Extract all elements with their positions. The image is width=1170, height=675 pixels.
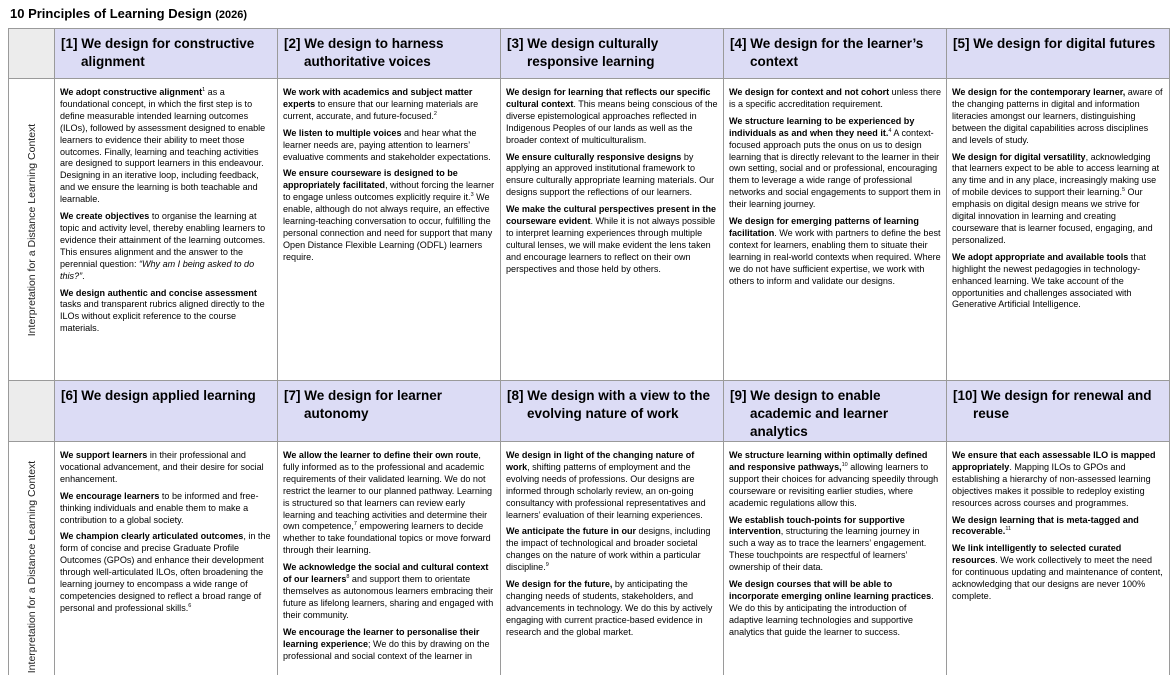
principle-paragraph: We ensure courseware is designed to be appropriately facilitated, without forcing the learner to engage unless outcomes explicitly require it.$^3$ We enable, although do not always require, an effective learning-teaching conversation to occur, fulfilling the personal connection and need for support that many Open Distance Flexible Learning (ODFL) learners require. [283,168,495,262]
principle-body [278,79,501,381]
principle-paragraph: We design for context and not cohort unless there is a specific accreditation requirement. [729,87,941,109]
principle-paragraph: We work with academics and subject matter experts to ensure that our learning materials are current, accurate, and future-focused.$^2$ [283,87,479,121]
principle-header [724,381,947,442]
principle-header [278,381,501,442]
principle-paragraph: We create objectives to organise the learning at topic and activity level, thereby enabling learners to evidence their attainment of the learning outcomes. This ensures alignment and the answer to the perennial question: “Why am I being asked to do this?”. [60,211,266,281]
principle-paragraph: We structure learning within optimally defined and responsive pathways,$^{10}$ allowing learners to support their choices for advancing speedily through courseware or revisiting earlier studies, where academic regulations allow this. [729,450,939,508]
principle-paragraph: We ensure culturally responsive designs by applying an approved institutional framework to ensure culturally appropriate learning materials. Our designs support the reflections of our learners. [506,151,715,198]
principle-paragraph: We acknowledge the social and cultural context of our learners$^8$ and support them to orientate themselves as autonomous learners embracing their future as lifelong learners, sharing and engaged with their community. [283,562,494,620]
row-label-cell [9,442,55,675]
footnote-marker: 9 [545,562,549,569]
principle-header [947,29,1170,79]
principle-paragraph: We adopt constructive alignment$^1$ as a foundational concept, in which the first step is to define measurable intended learning outcomes (ILOs), followed by assessment designed to enable learners to evidence their ability to meet those outcomes. Finally, learning and teaching activities are designed to support learners in this endeavour. Designing in an iterative loop, including feedback, and we ensure the learning is both teachable and learnable. [60,86,266,205]
principle-heading: [10] We design for renewal and reuse [953,388,1152,421]
principle-heading: [9] We design to enable academic and learner analytics [730,388,889,439]
principle-paragraph: We design for the contemporary learner, aware of the changing patterns in digital and information literacies amongst our learners, distinguishing between the digital capabilities across disciplines and levels of study. [952,87,1163,145]
principle-header [501,29,724,79]
body-row-1 [9,79,1170,381]
principle-body [947,79,1170,381]
principle-header [55,29,278,79]
principle-heading: [3] We design culturally responsive learning [507,36,659,69]
footnote-marker: 5 [1121,187,1126,194]
principle-paragraph: We anticipate the future in our designs, including the impact of technological and broader societal changes on the nature of work within a particular discipline.$^9$ [506,526,711,573]
principle-header [947,381,1170,442]
principle-paragraph: We listen to multiple voices and hear what the learner needs are, paying attention to learners’ evaluative comments and stakeholder expectations. [283,127,491,162]
document-title [10,6,247,21]
principle-header [55,381,278,442]
principle-heading: [7] We design for learner autonomy [284,388,443,421]
row-label-cell [9,79,55,381]
principle-body [55,442,278,675]
principle-body [724,442,947,675]
principle-paragraph: We design for learning that reflects our specific cultural context. This means being conscious of the diverse epistemological approaches reflected in Indigenous Peoples of our lands as well as the broader context of multiculturalism. [506,87,718,145]
principle-paragraph: We allow the learner to define their own route, fully informed as to the professional and academic requirements of their validated learning. We do not restrict the learner to our planned pathway. Learning is structured so that learners can review early learning and teaching activities and determine their own competence,$^7$ empowering learners to decide whether to take foundational topics or move forward through their learning. [283,450,493,556]
principle-body [724,79,947,381]
footnote-marker: 11 [1005,526,1012,533]
principle-paragraph: We establish touch-points for supportive intervention, structuring the learning journey in such a way as to trace the learners’ engagement. These touchpoints are respectful of learners’ ownership of their data. [729,514,927,573]
principle-body [55,79,278,381]
principle-heading: [4] We design for the learner’s context [730,36,924,69]
principle-paragraph: We ensure that each assessable ILO is mapped appropriately. Mapping ILOs to GPOs and establishing a hierarchy of non-assessed learning objectives makes it possible to redeploy existing resources across courses and programmes. [952,450,1156,508]
principle-heading: [1] We design for constructive alignment [61,36,255,69]
footnote-marker: 6 [188,602,192,609]
title-year: (2026) [215,9,247,21]
principle-paragraph: We design for the future, by anticipating the changing needs of students, stakeholders, and advancements in technology. We do this by actively engaging with current practice-based evidence in research and the global market. [506,579,713,637]
principle-heading: [6] We design applied learning [61,388,256,403]
principle-paragraph: We adopt appropriate and available tools that highlight the newest pedagogies in technology-enhanced learning. We take account of the opportunities and challenges associated with Generative Artificial Intelligence. [952,251,1146,310]
footnote-marker: 2 [433,110,437,117]
principle-paragraph: We design authentic and concise assessment tasks and transparent rubrics aligned directly to the ILOs without explicit reference to the course materials. [60,287,265,334]
principle-body [947,442,1170,675]
principle-paragraph: We encourage learners to be informed and free-thinking individuals and enable them to make a contribution to a global society. [60,490,259,525]
footnote-marker: 4 [888,127,892,134]
principle-heading: [5] We design for digital futures [953,36,1156,51]
title-text: 10 Principles of Learning Design [10,6,212,21]
header-row-1 [9,29,1170,79]
corner-cell [9,381,55,442]
principle-paragraph: We design courses that will be able to incorporate emerging online learning practices. We do this by anticipating the introduction of adaptive learning technologies and supportive analytics that guide the learner to success. [729,579,934,637]
principle-paragraph: We link intelligently to selected curated resources. We work collectively to meet the need for continuous updating and maintenance of content, acknowledging that our designs are never 100% complete. [952,543,1163,601]
principle-paragraph: We support learners in their professional and vocational advancement, and their desire for social enhancement. [60,450,264,484]
footnote-marker: 3 [470,192,474,199]
body-row-2 [9,442,1170,675]
principle-body [501,442,724,675]
principle-paragraph: We design learning that is meta-tagged and recoverable.$^{11}$ [952,514,1139,537]
principle-body [501,79,724,381]
principle-paragraph: We make the cultural perspectives present in the courseware evident. While it is not always possible to interpret learning experiences through multiple cultural lenses, we will make evident the lens taken and encourage learners to reflect on their own perspectives and those held by others. [506,204,716,274]
footnote-marker: 8 [346,574,350,581]
principle-paragraph: We design for emerging patterns of learning facilitation. We work with partners to define the best context for learners, enabling them to situate their learning in real-world contexts when required. Where we do not have sufficient expertise, we work with others to inform and validate our designs. [729,216,941,286]
header-row-2 [9,381,1170,442]
principle-heading: [2] We design to harness authoritative voices [284,36,444,69]
footnote-marker: 1 [202,86,206,93]
row-label: Interpretation for a Distance Learning Context [25,460,38,673]
footnote-marker: 10 [841,461,848,468]
principle-paragraph: We structure learning to be experienced by individuals as and when they need it.$^4$ A context-focused approach puts the onus on us to design learning that is directly relevant to the learner in their own setting, social and or professional, encouraging them to leverage a wide range of professional networks and social engagements to support them in their learning journey. [729,115,941,210]
footnote-marker: 7 [353,521,357,528]
principle-paragraph: We encourage the learner to personalise their learning experience; We do this by drawing on the professional and social context of the learner in [283,626,490,661]
principle-body [278,442,501,675]
principle-header [724,29,947,79]
row-label: Interpretation for a Distance Learning Context [25,123,38,336]
principles-table [8,28,1170,675]
principle-header [501,381,724,442]
corner-cell [9,29,55,79]
principle-paragraph: We champion clearly articulated outcomes, in the form of concise and precise Graduate Profile Outcomes (GPOs) and enhance their development through well-articulated ILOs, often broadening the learning journey to encompass a wide range of competencies designed to reflect a broad range of personal and professional skills.$^6$ [60,531,271,613]
principle-heading: [8] We design with a view to the evolving nature of work [507,388,711,421]
principle-header [278,29,501,79]
principle-paragraph: We design for digital versatility, acknowledging that learners expect to be able to access learning at any time and in any place, increasingly making use of mobile devices to support their learning.$^5$ Our emphasis on digital design means we strive for digital innovation in learning and creating courseware that is learner focused, engaging, and personalized. [952,151,1160,245]
principle-paragraph: We design in light of the changing nature of work, shifting patterns of employment and the evolving needs of professions. Our designs are informed through scholarly review, an on-going consultancy with professional representatives and learners’ evaluation of their learning experiences. [506,450,706,520]
